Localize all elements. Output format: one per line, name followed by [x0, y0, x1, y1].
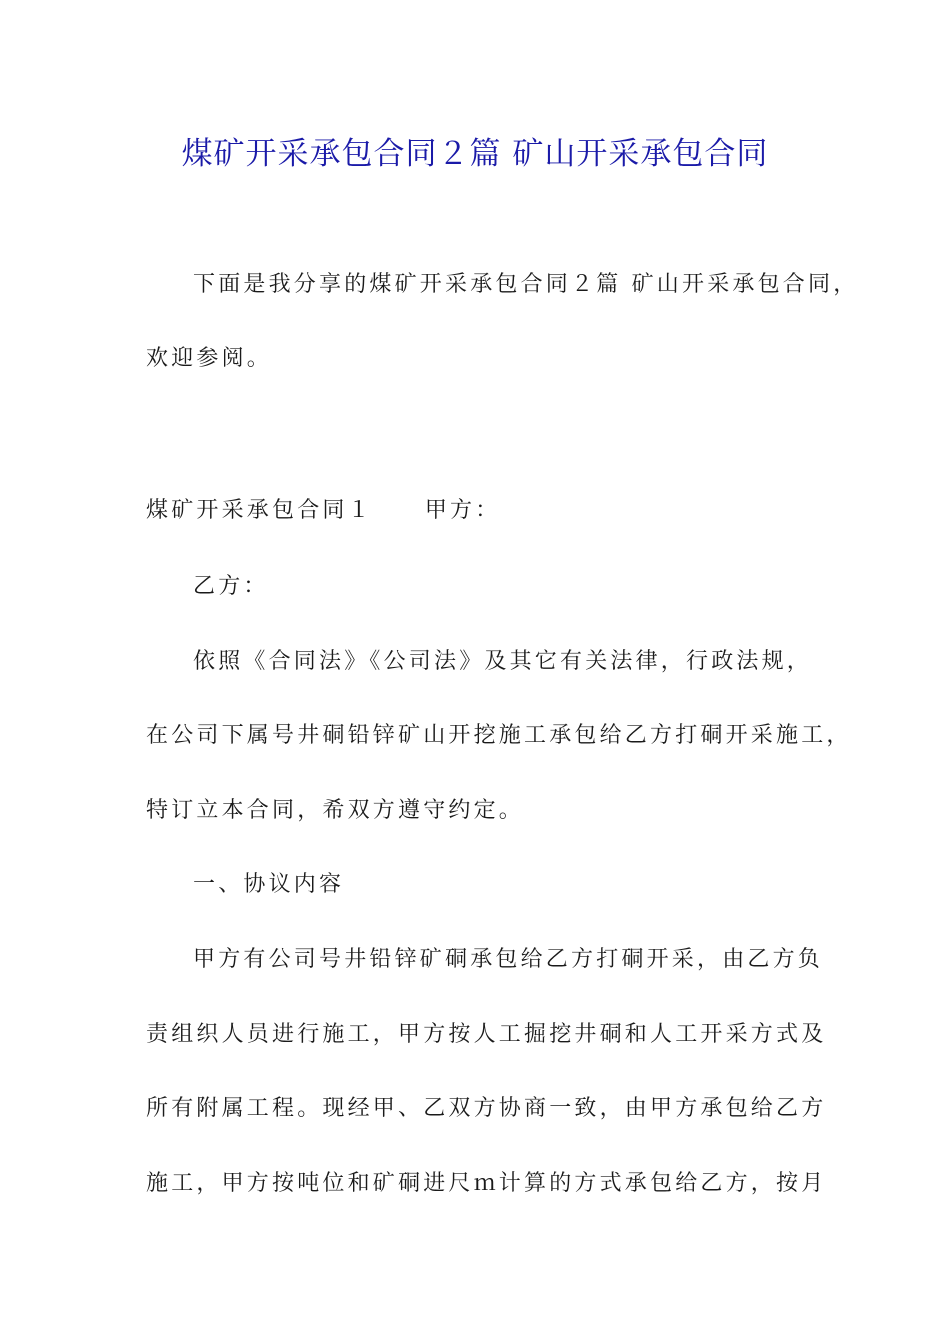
contract-heading: 煤矿开采承包合同１	[146, 498, 373, 523]
document-title: 煤矿开采承包合同２篇 矿山开采承包合同	[181, 136, 769, 172]
preamble-line-3: 特订立本合同，希双方遵守约定。	[146, 798, 525, 823]
section-1-line-1: 甲方有公司号井铅锌矿硐承包给乙方打硐开采，由乙方负	[193, 947, 824, 972]
contract-heading-row	[146, 496, 500, 526]
party-a-label: 甲方：	[424, 498, 501, 523]
party-b-label: 乙方：	[193, 574, 269, 599]
intro-line-2: 欢迎参阅。	[146, 346, 273, 371]
section-1-line-3: 所有附属工程。现经甲、乙双方协商一致，由甲方承包给乙方	[146, 1096, 827, 1121]
section-1-line-4: 施工，甲方按吨位和矿硐进尺ｍ计算的方式承包给乙方，按月	[146, 1171, 827, 1196]
section-1-heading: 一、协议内容	[193, 872, 345, 897]
preamble-line-2: 在公司下属号井硐铅锌矿山开挖施工承包给乙方打硐开采施工，	[146, 723, 852, 748]
preamble-line-1: 依照《合同法》《公司法》及其它有关法律，行政法规，	[193, 649, 813, 674]
intro-line-1: 下面是我分享的煤矿开采承包合同２篇 矿山开采承包合同，	[193, 272, 859, 297]
section-1-line-2: 责组织人员进行施工，甲方按人工掘挖井硐和人工开采方式及	[146, 1022, 827, 1047]
